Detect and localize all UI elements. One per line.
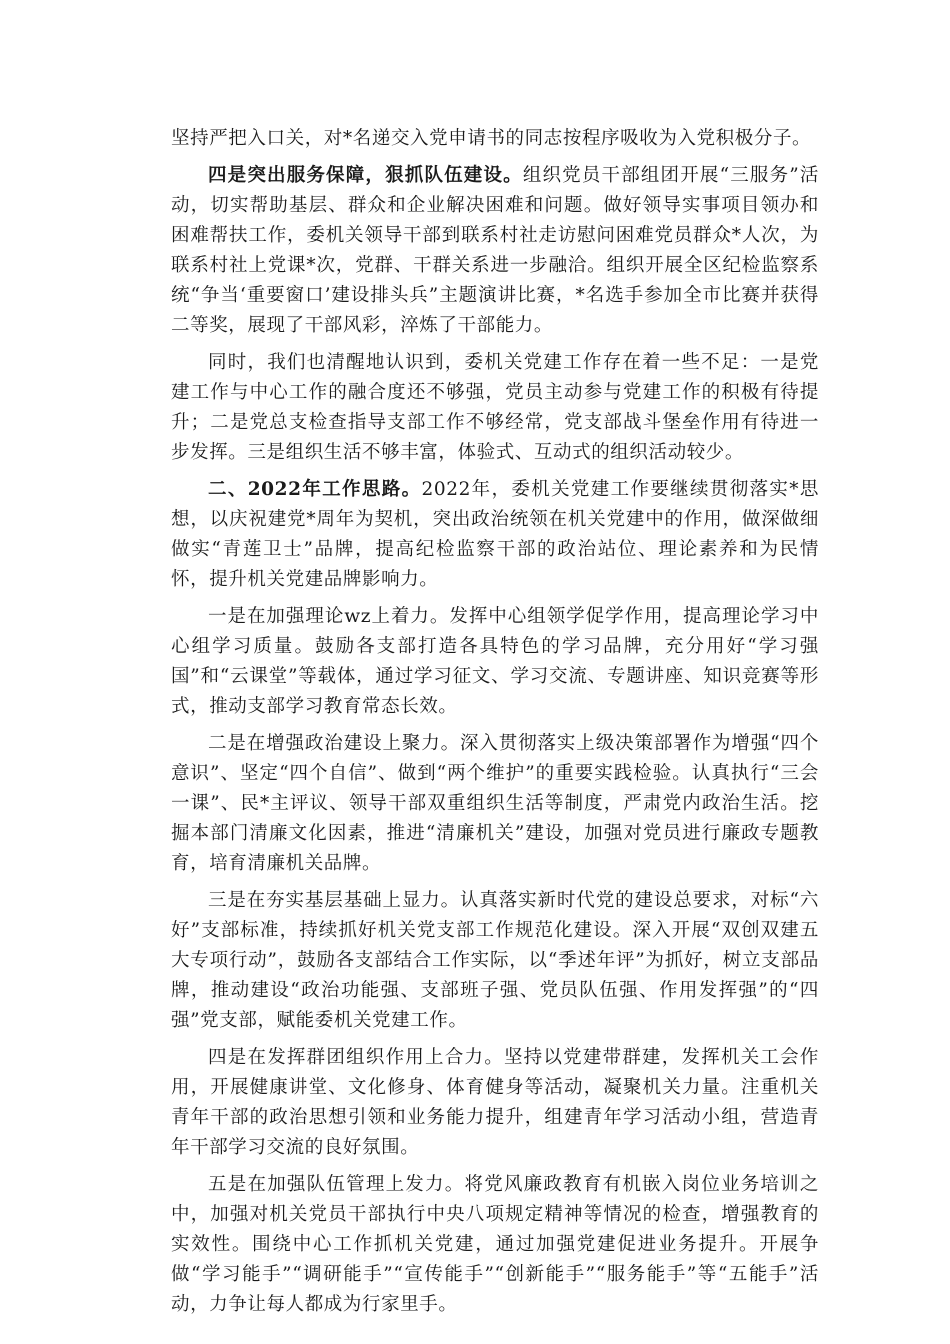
paragraph-text: 一是在加强理论wz上着力。发挥中心组领学促学作用，提高理论学习中心组学习质量。鼓励各支部打造各具特色的学习品牌，充分用好“学习强国”和“云课堂”等载体，通过学习征文、学习交流、专题讲座、知识竞赛等形式，推动支部学习教育常态长效。 [171, 606, 819, 717]
paragraph [171, 729, 819, 879]
paragraph-text: 2022年，委机关党建工作要继续贯彻落实*思想，以庆祝建党*周年为契机，突出政治统领在机关党建中的作用，做深做细做实“青莲卫士”品牌，提高纪检监察干部的政治站位、理论素养和为民情怀，提升机关党建品牌影响力。 [171, 479, 819, 590]
paragraph-text: 四是在发挥群团组织作用上合力。坚持以党建带群建，发挥机关工会作用，开展健康讲堂、文化修身、体育健身等活动，凝聚机关力量。注重机关青年干部的政治思想引领和业务能力提升，组建青年学习活动小组，营造青年干部学习交流的良好氛围。 [171, 1047, 819, 1158]
paragraph-lead: 四是突出服务保障，狠抓队伍建设。 [208, 165, 523, 186]
section-heading: 二、2022年工作思路。 [208, 479, 422, 500]
paragraph [171, 1043, 819, 1163]
paragraph [171, 348, 819, 468]
paragraph [171, 886, 819, 1036]
paragraph-text: 二是在增强政治建设上聚力。深入贯彻落实上级决策部署作为增强“四个意识”、坚定“四个自信”、做到“两个维护”的重要实践检验。认真执行“三会一课”、民*主评议、领导干部双重组织生活等制度，严肃党内政治生活。挖掘本部门清廉文化因素，推进“清廉机关”建设，加强对党员进行廉政专题教育，培育清廉机关品牌。 [171, 733, 819, 874]
paragraph [171, 1170, 819, 1320]
paragraph-text: 组织党员干部组团开展“三服务”活动，切实帮助基层、群众和企业解决困难和问题。做好领导实事项目领办和困难帮扶工作，委机关领导干部到联系村社走访慰问困难党员群众*人次，为联系村社上党课*次，党群、干群关系进一步融洽。组织开展全区纪检监察系统“争当‘重要窗口’建设排头兵”主题演讲比赛，*名选手参加全市比赛并获得二等奖，展现了干部风彩，淬炼了干部能力。 [171, 165, 819, 336]
paragraph [171, 124, 819, 154]
paragraph [171, 475, 819, 595]
paragraph-text: 同时，我们也清醒地认识到，委机关党建工作存在着一些不足：一是党建工作与中心工作的融合度还不够强，党员主动参与党建工作的积极有待提升；二是党总支检查指导支部工作不够经常，党支部战斗堡垒作用有待进一步发挥。三是组织生活不够丰富，体验式、互动式的组织活动较少。 [171, 352, 819, 463]
paragraph [171, 161, 819, 341]
document-body [171, 124, 819, 1327]
paragraph-text: 五是在加强队伍管理上发力。将党风廉政教育有机嵌入岗位业务培训之中，加强对机关党员干部执行中央八项规定精神等情况的检查，增强教育的实效性。围绕中心工作抓机关党建，通过加强党建促进业务提升。开展争做“学习能手”“调研能手”“宣传能手”“创新能手”“服务能手”等“五能手”活动，力争让每人都成为行家里手。 [171, 1174, 819, 1315]
paragraph [171, 602, 819, 722]
paragraph-text: 三是在夯实基层基础上显力。认真落实新时代党的建设总要求，对标“六好”支部标准，持续抓好机关党支部工作规范化建设。深入开展“双创双建五大专项行动”，鼓励各支部结合工作实际，以“季述年评”为抓好，树立支部品牌，推动建设“政治功能强、支部班子强、党员队伍强、作用发挥强”的“四强”党支部，赋能委机关党建工作。 [171, 890, 819, 1031]
paragraph-text: 坚持严把入口关，对*名递交入党申请书的同志按程序吸收为入党积极分子。 [171, 128, 812, 149]
